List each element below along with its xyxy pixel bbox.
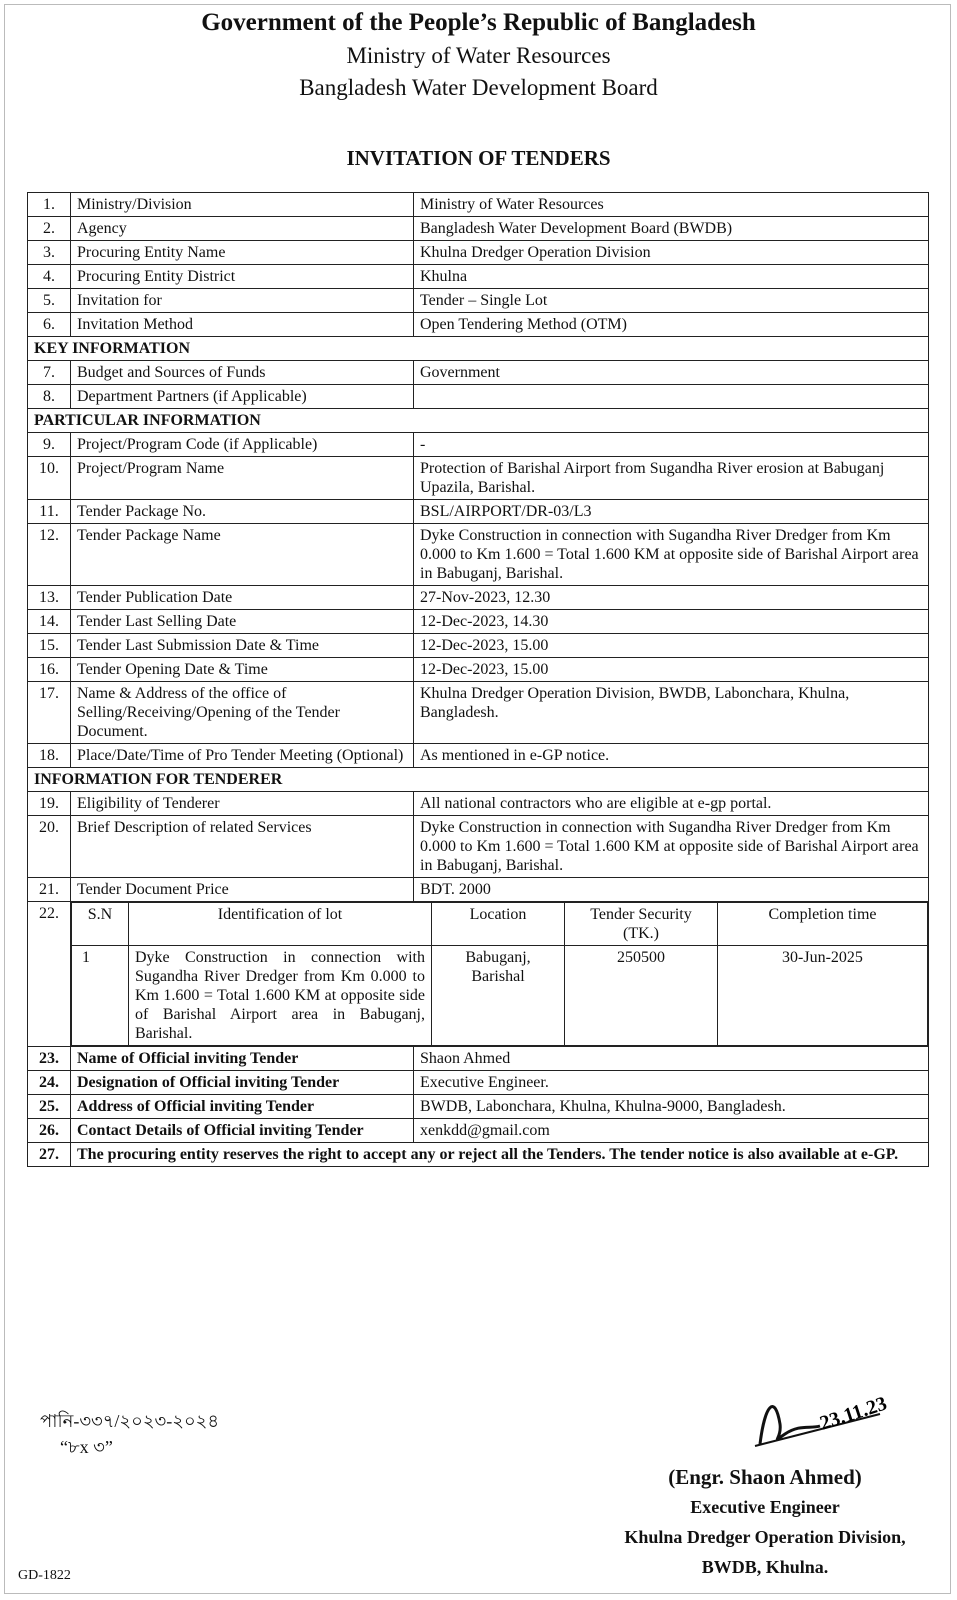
row-label: Tender Document Price (71, 878, 414, 902)
row-label: Eligibility of Tenderer (71, 792, 414, 816)
row-number: 2. (28, 217, 71, 241)
lot-security: 250500 (565, 946, 718, 1046)
row-value: Khulna Dredger Operation Division, BWDB, Labonchara, Khulna, Bangladesh. (414, 682, 929, 744)
info-row (28, 744, 929, 768)
info-row (28, 217, 929, 241)
signature-date: 23.11.23 (817, 1392, 890, 1435)
row-number: 5. (28, 289, 71, 313)
row-value: BSL/AIRPORT/DR-03/L3 (414, 500, 929, 524)
row-label: Contact Details of Official inviting Tender (71, 1119, 414, 1143)
row-number: 17. (28, 682, 71, 744)
row-label: Tender Opening Date & Time (71, 658, 414, 682)
signatory-designation: Executive Engineer (690, 1497, 840, 1517)
row-number: 23. (28, 1047, 71, 1071)
info-row (28, 816, 929, 878)
memo-size: “৮x ৩” (60, 1437, 113, 1457)
info-row (28, 586, 929, 610)
row-number: 22. (28, 902, 71, 1047)
info-row (28, 878, 929, 902)
row-label: Budget and Sources of Funds (71, 361, 414, 385)
row-number: 19. (28, 792, 71, 816)
info-row (28, 289, 929, 313)
official-row (28, 1047, 929, 1071)
row-label: Address of Official inviting Tender (71, 1095, 414, 1119)
lot-item-row (72, 946, 928, 1046)
row-label: Tender Package No. (71, 500, 414, 524)
official-row (28, 1071, 929, 1095)
row-value: Khulna (414, 265, 929, 289)
row-number: 10. (28, 457, 71, 500)
section-heading: INFORMATION FOR TENDERER (28, 768, 929, 792)
info-row (28, 361, 929, 385)
lot-identification: Dyke Construction in connection with Sugandha River Dredger from Km 0.000 to Km 1.600 = Total 1.600 KM at opposite side of Barishal Airport area in Babuganj, Barishal. (129, 946, 432, 1046)
signature-mark (740, 1384, 900, 1454)
info-row (28, 682, 929, 744)
row-value: Executive Engineer. (414, 1071, 929, 1095)
official-row (28, 1119, 929, 1143)
ministry-heading: Ministry of Water Resources (346, 43, 611, 68)
memo-reference (40, 1408, 219, 1460)
row-number: 14. (28, 610, 71, 634)
lot-header-row (72, 903, 928, 946)
info-row (28, 241, 929, 265)
signatory-org: BWDB, Khulna. (701, 1557, 829, 1577)
row-label: Agency (71, 217, 414, 241)
row-value: As mentioned in e-GP notice. (414, 744, 929, 768)
row-label: Invitation for (71, 289, 414, 313)
info-row (28, 385, 929, 409)
row-number: 7. (28, 361, 71, 385)
row-value: Khulna Dredger Operation Division (414, 241, 929, 265)
info-row (28, 265, 929, 289)
row-label: Procuring Entity Name (71, 241, 414, 265)
signatory-block (600, 1462, 930, 1582)
footer-code: GD-1822 (18, 1568, 71, 1583)
lot-location: Babuganj, Barishal (432, 946, 565, 1046)
row-label: Invitation Method (71, 313, 414, 337)
row-number: 16. (28, 658, 71, 682)
row-number: 4. (28, 265, 71, 289)
info-row (28, 433, 929, 457)
section-heading: KEY INFORMATION (28, 337, 929, 361)
row-label: Tender Publication Date (71, 586, 414, 610)
row-value: xenkdd@gmail.com (414, 1119, 929, 1143)
lot-row (28, 902, 929, 1047)
row-label: Ministry/Division (71, 193, 414, 217)
row-value: Dyke Construction in connection with Sugandha River Dredger from Km 0.000 to Km 1.600 = Total 1.600 KM at opposite side of Barishal Airport area in Babuganj, Barishal. (414, 524, 929, 586)
row-value: Open Tendering Method (OTM) (414, 313, 929, 337)
row-number: 25. (28, 1095, 71, 1119)
lot-header-sn: S.N (72, 903, 129, 946)
row-number: 20. (28, 816, 71, 878)
row-number: 1. (28, 193, 71, 217)
tender-table (27, 192, 929, 1167)
row-value (414, 385, 929, 409)
info-row (28, 500, 929, 524)
row-label: Project/Program Code (if Applicable) (71, 433, 414, 457)
section-row (28, 337, 929, 361)
row-value: Shaon Ahmed (414, 1047, 929, 1071)
final-statement: The procuring entity reserves the right to accept any or reject all the Tenders. The tender notice is also available at e-GP. (71, 1143, 929, 1167)
lot-header-identification: Identification of lot (129, 903, 432, 946)
lot-table (71, 902, 928, 1046)
row-label: Tender Package Name (71, 524, 414, 586)
lot-completion: 30-Jun-2025 (718, 946, 928, 1046)
row-value: All national contractors who are eligible at e-gp portal. (414, 792, 929, 816)
row-label: Tender Last Selling Date (71, 610, 414, 634)
row-label: Name & Address of the office of Selling/Receiving/Opening of the Tender Document. (71, 682, 414, 744)
row-value: BWDB, Labonchara, Khulna, Khulna-9000, Bangladesh. (414, 1095, 929, 1119)
row-number: 3. (28, 241, 71, 265)
section-row (28, 409, 929, 433)
info-row (28, 634, 929, 658)
row-number: 21. (28, 878, 71, 902)
row-number: 15. (28, 634, 71, 658)
memo-number: পানি-৩৩৭/২০২৩-২০২৪ (40, 1411, 220, 1431)
official-row (28, 1095, 929, 1119)
row-value: BDT. 2000 (414, 878, 929, 902)
row-label: Tender Last Submission Date & Time (71, 634, 414, 658)
signatory-name: (Engr. Shaon Ahmed) (668, 1465, 862, 1489)
info-row (28, 658, 929, 682)
row-value: Government (414, 361, 929, 385)
row-label: Designation of Official inviting Tender (71, 1071, 414, 1095)
row-number: 8. (28, 385, 71, 409)
notice-header (0, 6, 957, 104)
info-row (28, 457, 929, 500)
board-heading: Bangladesh Water Development Board (299, 75, 658, 100)
row-number: 12. (28, 524, 71, 586)
row-label: Department Partners (if Applicable) (71, 385, 414, 409)
section-heading: PARTICULAR INFORMATION (28, 409, 929, 433)
info-row (28, 313, 929, 337)
lot-header-security: Tender Security (TK.) (565, 903, 718, 946)
row-value: Protection of Barishal Airport from Sugandha River erosion at Babuganj Upazila, Barishal. (414, 457, 929, 500)
row-number: 11. (28, 500, 71, 524)
info-row (28, 193, 929, 217)
row-label: Brief Description of related Services (71, 816, 414, 878)
row-label: Project/Program Name (71, 457, 414, 500)
row-value: Tender – Single Lot (414, 289, 929, 313)
info-row (28, 610, 929, 634)
row-number: 26. (28, 1119, 71, 1143)
row-number: 9. (28, 433, 71, 457)
row-value: Ministry of Water Resources (414, 193, 929, 217)
info-row (28, 792, 929, 816)
row-value: - (414, 433, 929, 457)
row-number: 6. (28, 313, 71, 337)
row-label: Place/Date/Time of Pro Tender Meeting (Optional) (71, 744, 414, 768)
row-number: 18. (28, 744, 71, 768)
row-value: Bangladesh Water Development Board (BWDB) (414, 217, 929, 241)
lot-header-location: Location (432, 903, 565, 946)
row-value: 27-Nov-2023, 12.30 (414, 586, 929, 610)
section-row (28, 768, 929, 792)
government-heading: Government of the People’s Republic of Bangladesh (201, 9, 756, 36)
row-value: 12-Dec-2023, 15.00 (414, 658, 929, 682)
row-value: 12-Dec-2023, 14.30 (414, 610, 929, 634)
row-label: Procuring Entity District (71, 265, 414, 289)
row-number: 24. (28, 1071, 71, 1095)
row-value: 12-Dec-2023, 15.00 (414, 634, 929, 658)
info-row (28, 524, 929, 586)
row-label: Name of Official inviting Tender (71, 1047, 414, 1071)
row-value: Dyke Construction in connection with Sugandha River Dredger from Km 0.000 to Km 1.600 = Total 1.600 KM at opposite side of Barishal Airport area in Babuganj, Barishal. (414, 816, 929, 878)
row-number: 27. (28, 1143, 71, 1167)
row-number: 13. (28, 586, 71, 610)
lot-sn: 1 (72, 946, 129, 1046)
lot-table-cell (71, 902, 929, 1047)
final-row (28, 1143, 929, 1167)
signatory-office: Khulna Dredger Operation Division, (624, 1527, 906, 1547)
lot-header-completion: Completion time (718, 903, 928, 946)
notice-title: INVITATION OF TENDERS (346, 146, 611, 170)
